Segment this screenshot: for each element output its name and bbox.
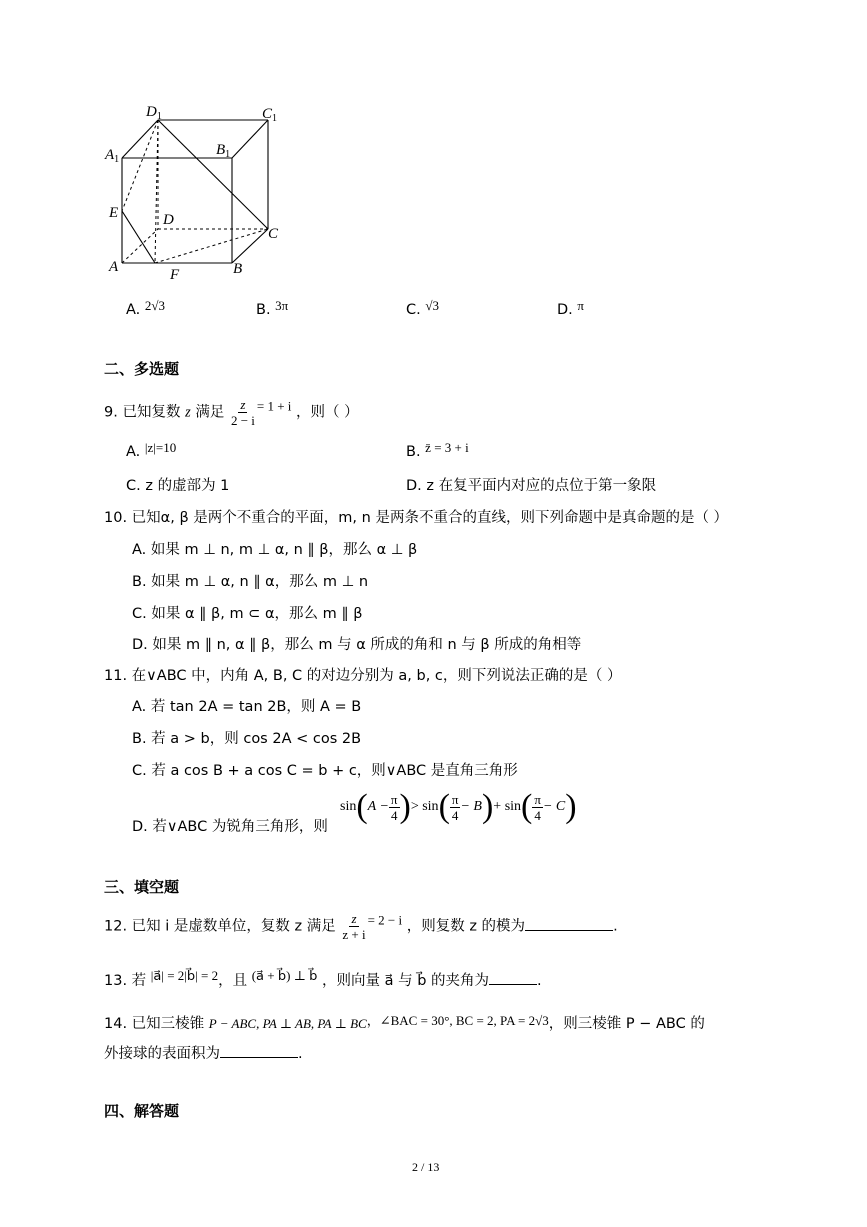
q10-option-a: A. 如果 m ⊥ n, m ⊥ α, n ∥ β，那么 α ⊥ β bbox=[132, 542, 418, 558]
q10-option-c: C. 如果 α ∥ β, m ⊂ α，那么 m ∥ β bbox=[132, 606, 363, 622]
question-12: 12. 已知 i 是虚数单位，复数 z 满足 $\frac{z}{z + i}$ = 2 − i ，则复数 z 的模为 . bbox=[104, 911, 618, 942]
label-d1: $D_1$ bbox=[146, 104, 162, 122]
q11-option-c: C. 若 a cos B + a cos C = b + c，则∨ABC 是直角三角形 bbox=[132, 763, 518, 779]
label-a: A bbox=[109, 259, 119, 275]
q9-option-c: C. z 的虚部为 1 bbox=[126, 478, 230, 494]
label-d: D bbox=[163, 212, 174, 228]
question-10: 10. 已知α, β 是两个不重合的平面，m, n 是两条不重合的直线，则下列命题中是真命题的是（ ） bbox=[104, 510, 729, 526]
q8-option-c: C. √3 bbox=[406, 298, 439, 318]
q11-option-d-label: D. 若∨ABC 为锐角三角形，则 bbox=[132, 819, 328, 835]
question-13: 13. 若 |a⃗| = 2|b⃗| = 2，且 (a⃗ + b⃗) ⊥ b⃗ ，则向量 a⃗ 与 b⃗ 的夹角为 . bbox=[104, 968, 542, 989]
page-number: 2 / 13 bbox=[412, 1160, 440, 1174]
answer-blank[interactable] bbox=[489, 970, 537, 985]
q9-option-a: A. |z|=10 bbox=[126, 440, 177, 460]
section-heading-2: 二、多选题 bbox=[104, 360, 180, 378]
q8-option-d: D. π bbox=[557, 298, 584, 318]
q9-option-d: D. z 在复平面内对应的点位于第一象限 bbox=[406, 478, 657, 494]
label-c1: $C_1$ bbox=[262, 106, 278, 124]
q8-option-b: B. 3π bbox=[256, 298, 289, 318]
question-11: 11. 在∨ABC 中，内角 A, B, C 的对边分别为 a, b, c，则下列说法正确的是（ ） bbox=[104, 668, 622, 684]
q11-option-b: B. 若 a > b，则 cos 2A < cos 2B bbox=[132, 731, 362, 747]
label-c: C bbox=[268, 226, 279, 242]
label-b1: $B_1$ bbox=[216, 142, 231, 160]
q10-option-d: D. 如果 m ∥ n, α ∥ β，那么 m 与 α 所成的角和 n 与 β 所成的角相等 bbox=[132, 637, 582, 653]
q8-option-a: A. 2√3 bbox=[126, 298, 166, 318]
question-14: 14. 已知三棱锥 P − ABC, PA ⊥ AB, PA ⊥ BC，∠BAC = 30°, BC = 2, PA = 2√3，则三棱锥 P − ABC 的 bbox=[104, 1013, 705, 1032]
q10-option-b: B. 如果 m ⊥ α, n ∥ α，那么 m ⊥ n bbox=[132, 574, 369, 590]
question-14-line2: 外接球的表面积为 . bbox=[104, 1042, 303, 1063]
label-e: E bbox=[109, 205, 119, 221]
question-9: 9. 已知复数 z 满足 $\frac{z}{2 - i}$ = 1 + i ，则（ ） bbox=[104, 397, 359, 428]
answer-blank[interactable] bbox=[525, 916, 613, 931]
section-heading-3: 三、填空题 bbox=[104, 878, 180, 896]
answer-blank[interactable] bbox=[220, 1043, 298, 1058]
q9-option-b: B. z̄ = 3 + i bbox=[406, 440, 469, 460]
label-f: F bbox=[170, 267, 180, 283]
q11-option-a: A. 若 tan 2A = tan 2B，则 A = B bbox=[132, 699, 362, 715]
q11-option-d-formula: sin ( A − $\frac{\pi}{4}$ ) > sin ( $\frac{\pi}{4}$ − B ) + sin ( $\frac{\pi}{4}$ − C ) bbox=[340, 788, 577, 825]
cube-figure bbox=[100, 96, 300, 286]
section-heading-4: 四、解答题 bbox=[104, 1102, 180, 1120]
label-a1: $A_1$ bbox=[105, 147, 120, 165]
label-b: B bbox=[233, 261, 243, 277]
